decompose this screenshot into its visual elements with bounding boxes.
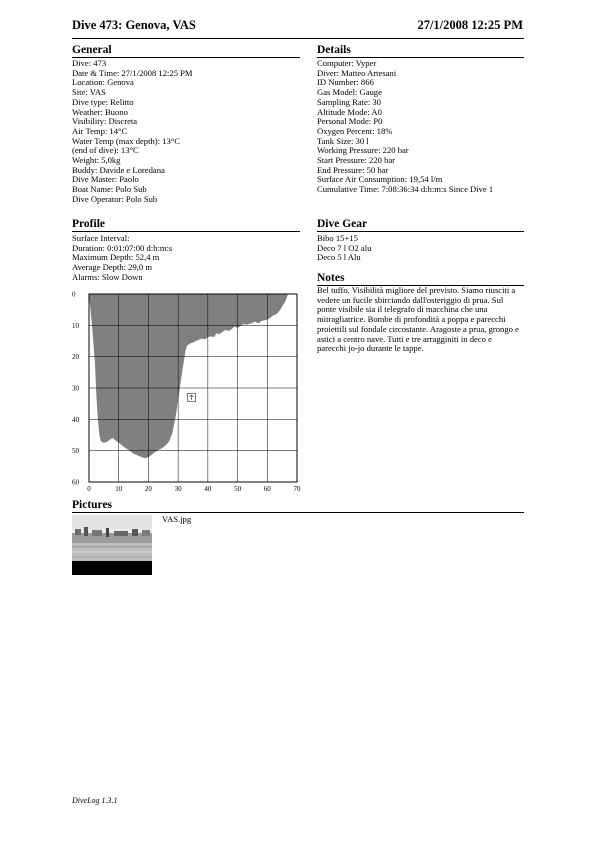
harbor-photo: [72, 515, 152, 561]
section-profile-title: Profile: [72, 218, 300, 232]
general-line: Location: Genova: [72, 77, 134, 88]
details-line: Cumulative Time: 7:08:36:34 d:h:m:s Since Dive 1: [317, 184, 494, 195]
header-divider: [72, 38, 524, 39]
gear-item: Bibo 15+15: [317, 233, 358, 243]
general-line: (end of dive): 13°C: [72, 145, 139, 156]
section-pictures-title: Pictures: [72, 499, 524, 513]
general-line: Water Temp (max depth): 13°C: [72, 135, 180, 146]
notes-text: [317, 286, 522, 354]
notes-paragraph: Bel tuffo. Visibilità migliore del previsto. Siamo riusciti a vedere un fucile sbirciando dall'osteriggio di prua. Sul ponte visibile sia il telegrafo di macchina che una mitragliatrice. Bombe di profondità a poppa e parecchi proiettili sul fondale circostante. Aragoste a prua, grongo e astici a centro nave. Tutti e tre arragginiti in deco e parecchi jo-jo durante le tappe.: [317, 285, 519, 354]
photo-filename: VAS.jpg: [162, 514, 192, 524]
page-header: [72, 18, 523, 36]
details-line: Working Pressure: 220 bar: [317, 145, 409, 156]
general-line: Dive Operator: Polo Sub: [72, 193, 158, 204]
details-info: [317, 59, 524, 195]
details-line: Oxygen Percent: 18%: [317, 125, 393, 136]
general-line: Dive: 473: [72, 58, 107, 68]
x-tick-label: 30: [174, 485, 182, 493]
profile-line: Average Depth: 29,0 m: [72, 262, 153, 273]
gear-item: Deco 5 l Alu: [317, 252, 361, 263]
dive-title: Dive 473: Genova, VAS: [72, 18, 196, 32]
general-line: Dive Master: Paolo: [72, 174, 139, 185]
general-line: Dive type: Relitto: [72, 96, 134, 107]
x-tick-label: 0: [87, 485, 91, 493]
section-details-title: Details: [317, 44, 524, 58]
details-line: Surface Air Consumption: 19,54 l/m: [317, 174, 443, 185]
section-general-title: General: [72, 44, 300, 58]
details-line: ID Number: 866: [317, 77, 374, 88]
y-tick-label: 0: [72, 290, 76, 299]
general-line: Boat Name: Polo Sub: [72, 184, 147, 195]
details-line: Start Pressure: 220 bar: [317, 155, 396, 166]
section-notes-title: Notes: [317, 272, 524, 286]
y-tick-label: 40: [72, 415, 79, 424]
y-tick-label: 30: [72, 384, 79, 393]
general-line: Weather: Buono: [72, 106, 128, 117]
y-tick-label: 10: [72, 321, 79, 330]
general-info: [72, 59, 300, 205]
general-line: Visibility: Discreta: [72, 116, 138, 127]
dive-datetime: 27/1/2008 12:25 PM: [417, 18, 523, 32]
software-footer: DiveLog 1.3.1: [72, 796, 118, 805]
x-tick-label: 20: [144, 485, 152, 493]
dive-photo-thumbnail[interactable]: [72, 515, 152, 575]
dive-profile-chart: [60, 286, 310, 496]
dive-gear-list: [317, 234, 524, 263]
section-dive-gear-title: Dive Gear: [317, 218, 524, 232]
details-line: Diver: Matteo Artesani: [317, 67, 397, 78]
x-tick-label: 60: [263, 485, 271, 493]
general-line: Site: VAS: [72, 87, 106, 98]
general-line: Air Temp: 14°C: [72, 125, 128, 136]
details-line: End Pressure: 50 bar: [317, 164, 389, 175]
y-tick-label: 50: [72, 447, 79, 456]
details-line: Gas Model: Gauge: [317, 87, 382, 98]
profile-info: [72, 234, 300, 283]
x-tick-label: 10: [115, 485, 123, 493]
details-line: Sampling Rate: 30: [317, 96, 381, 107]
x-tick-label: 50: [234, 485, 242, 493]
details-line: Personal Mode: P0: [317, 116, 383, 127]
x-tick-label: 40: [204, 485, 212, 493]
y-tick-label: 20: [72, 353, 79, 362]
general-line: Weight: 5,0kg: [72, 155, 121, 166]
general-line: Date & Time: 27/1/2008 12:25 PM: [72, 67, 193, 78]
y-tick-label: 60: [72, 478, 79, 487]
profile-line: Alarms: Slow Down: [72, 271, 143, 282]
profile-line: Duration: 0:01:07:00 d:h:m:s: [72, 242, 173, 253]
details-line: Altitude Mode: A0: [317, 106, 382, 117]
profile-line: Surface Interval:: [72, 233, 130, 243]
x-tick-label: 70: [293, 485, 301, 493]
general-line: Buddy: Davide e Loredana: [72, 164, 165, 175]
details-line: Computer: Vyper: [317, 58, 377, 68]
gear-item: Deco 7 l O2 alu: [317, 242, 372, 253]
profile-line: Maximum Depth: 52,4 m: [72, 252, 160, 263]
details-line: Tank Size: 30 l: [317, 135, 369, 146]
